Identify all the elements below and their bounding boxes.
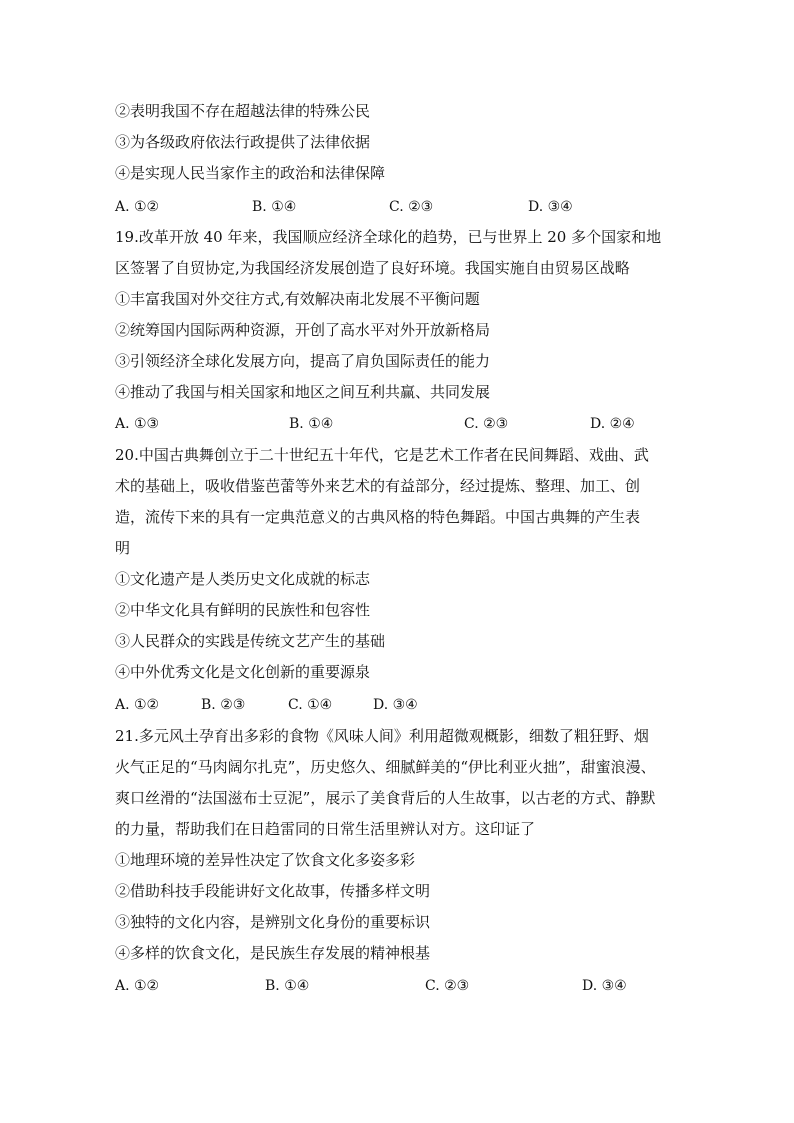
q21-stem-line-3: 爽口丝滑的“法国滋布士豆泥”，展示了美食背后的人生故事，以古老的方式、静默 xyxy=(115,789,656,807)
prev-option-b: B. ①④ xyxy=(252,199,297,215)
q19-statement-4: ④推动了我国与相关国家和地区之间互利共赢、共同发展 xyxy=(115,383,491,401)
q19-option-d: D. ②④ xyxy=(590,416,635,432)
q19-statement-1: ①丰富我国对外交往方式,有效解决南北发展不平衡问题 xyxy=(115,290,480,308)
q20-statement-4: ④中外优秀文化是文化创新的重要源泉 xyxy=(115,663,371,681)
q21-statement-2: ②借助科技手段能讲好文化故事，传播多样文明 xyxy=(115,882,431,900)
q20-option-a: A. ①② xyxy=(115,697,160,713)
prev-option-c: C. ②③ xyxy=(389,199,434,215)
prev-option-d: D. ③④ xyxy=(528,199,573,215)
q19-statement-3: ③引领经济全球化发展方向，提高了肩负国际责任的能力 xyxy=(115,352,491,370)
q20-statement-3: ③人民群众的实践是传统文艺产生的基础 xyxy=(115,632,386,650)
q21-stem-line-4: 的力量，帮助我们在日趋雷同的日常生活里辨认对方。这印证了 xyxy=(115,820,536,838)
q19-stem-line-1: 19.改革开放 40 年来，我国顺应经济全球化的趋势，已与世界上 20 多个国家和地 xyxy=(115,228,662,246)
q20-statement-1: ①文化遗产是人类历史文化成就的标志 xyxy=(115,570,371,588)
q20-option-c: C. ①④ xyxy=(288,697,333,713)
q19-stem-line-2: 区签署了自贸协定,为我国经济发展创造了良好环境。我国实施自由贸易区战略 xyxy=(115,259,630,277)
q19-option-a: A. ①③ xyxy=(115,416,160,432)
q21-statement-3: ③独特的文化内容，是辨别文化身份的重要标识 xyxy=(115,913,431,931)
prev-statement-2: ②表明我国不存在超越法律的特殊公民 xyxy=(115,102,371,120)
q20-option-b: B. ②③ xyxy=(201,697,246,713)
q21-stem-line-1: 21.多元风土孕育出多彩的食物《风味人间》利用超微观概影，细数了粗狂野、烟 xyxy=(115,727,649,745)
q21-statement-4: ④多样的饮食文化，是民族生存发展的精神根基 xyxy=(115,944,431,962)
prev-statement-3: ③为各级政府依法行政提供了法律依据 xyxy=(115,133,371,151)
q21-option-b: B. ①④ xyxy=(265,978,310,994)
q20-option-d: D. ③④ xyxy=(373,697,418,713)
q21-option-d: D. ③④ xyxy=(582,978,627,994)
q20-stem-line-4: 明 xyxy=(115,539,131,557)
q21-option-c: C. ②③ xyxy=(425,978,470,994)
q19-statement-2: ②统筹国内国际两种资源，开创了高水平对外开放新格局 xyxy=(115,321,491,339)
q20-stem-line-2: 术的基础上，吸收借鉴芭蕾等外来艺术的有益部分，经过提炼、整理、加工、创 xyxy=(115,477,641,495)
q19-option-b: B. ①④ xyxy=(289,416,334,432)
q19-option-c: C. ②③ xyxy=(464,416,509,432)
q21-stem-line-2: 火气正足的“马肉阔尔扎克”，历史悠久、细腻鲜美的“伊比利亚火拙”，甜蜜浪漫、 xyxy=(115,758,656,776)
q21-statement-1: ①地理环境的差异性决定了饮食文化多姿多彩 xyxy=(115,851,416,869)
q20-statement-2: ②中华文化具有鲜明的民族性和包容性 xyxy=(115,601,371,619)
q20-stem-line-3: 造，流传下来的具有一定典范意义的古典风格的特色舞蹈。中国古典舞的产生表 xyxy=(115,508,641,526)
prev-statement-4: ④是实现人民当家作主的政治和法律保障 xyxy=(115,164,386,182)
q20-stem-line-1: 20.中国古典舞创立于二十世纪五十年代，它是艺术工作者在民间舞蹈、戏曲、武 xyxy=(115,446,649,464)
prev-option-a: A. ①② xyxy=(115,199,160,215)
q21-option-a: A. ①② xyxy=(115,978,160,994)
